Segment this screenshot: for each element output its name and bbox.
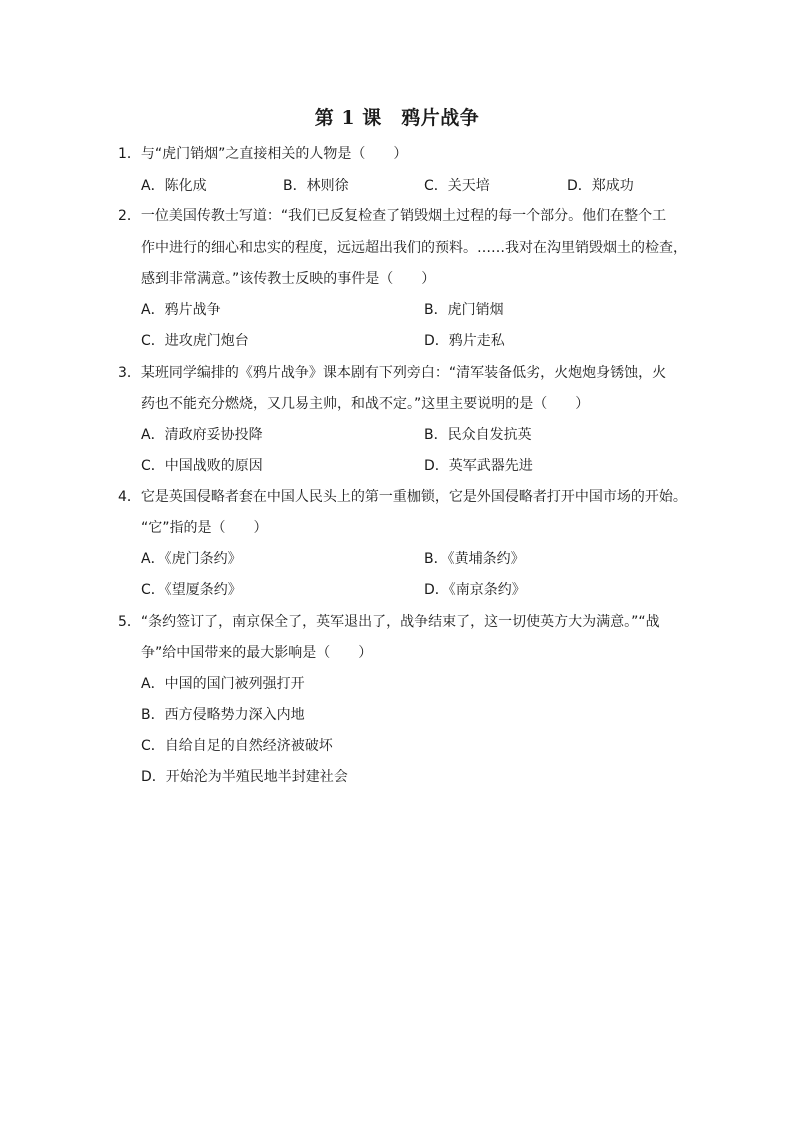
page-title: 第 1 课 鸦片战争 — [314, 107, 480, 129]
question-1-stem: 1．与“虎门销烟”之直接相关的人物是（ ） — [118, 146, 408, 162]
question-3-option-a: A．清政府妥协投降 — [141, 427, 263, 443]
question-5-stem-line-2: 争”给中国带来的最大影响是（ ） — [141, 645, 373, 661]
question-5-option-c: C．自给自足的自然经济被破坏 — [141, 738, 333, 754]
question-2-stem-line-3: 感到非常满意。”该传教士反映的事件是（ ） — [141, 271, 436, 287]
question-4-option-d: D．《南京条约》 — [424, 582, 526, 598]
question-2-stem-line-1: 2．一位美国传教士写道：“我们已反复检查了销毁烟土过程的每一个部分。他们在整个工 — [118, 208, 667, 224]
question-1-option-d: D．郑成功 — [567, 178, 634, 194]
question-2-option-a: A．鸦片战争 — [141, 302, 221, 318]
question-4-option-c: C．《望厦条约》 — [141, 582, 242, 598]
question-5-option-a: A．中国的国门被列强打开 — [141, 676, 305, 692]
question-4-option-a: A．《虎门条约》 — [141, 551, 242, 567]
question-1-option-b: B．林则徐 — [283, 178, 349, 194]
question-3-stem-line-2: 药也不能充分燃烧，又几易主帅，和战不定。”这里主要说明的是（ ） — [141, 396, 590, 412]
question-2-option-b: B．虎门销烟 — [424, 302, 504, 318]
question-1-option-c: C．关天培 — [424, 178, 490, 194]
question-5-stem-line-1: 5．“条约签订了，南京保全了，英军退出了，战争结束了，这一切使英方大为满意。”“战 — [118, 614, 660, 630]
question-5-option-d: D．开始沦为半殖民地半封建社会 — [141, 769, 348, 785]
question-3-option-b: B．民众自发抗英 — [424, 427, 532, 443]
question-4-stem-line-2: “它”指的是（ ） — [141, 520, 268, 536]
question-2-stem-line-2: 作中进行的细心和忠实的程度，远远超出我们的预料。……我对在沟里销毁烟土的检查， — [141, 240, 687, 256]
question-3-option-c: C．中国战败的原因 — [141, 458, 263, 474]
question-4-stem-line-1: 4．它是英国侵略者套在中国人民头上的第一重枷锁，它是外国侵略者打开中国市场的开始。 — [118, 489, 687, 505]
question-1-option-a: A．陈化成 — [141, 178, 207, 194]
question-4-option-b: B．《黄埔条约》 — [424, 551, 525, 567]
question-3-stem-line-1: 3．某班同学编排的《鸦片战争》课本剧有下列旁白：“清军装备低劣，火炮炮身锈蚀，火 — [118, 365, 667, 381]
question-5-option-b: B．西方侵略势力深入内地 — [141, 707, 305, 723]
question-2-option-d: D．鸦片走私 — [424, 333, 505, 349]
question-3-option-d: D．英军武器先进 — [424, 458, 533, 474]
question-2-option-c: C．进攻虎门炮台 — [141, 333, 249, 349]
